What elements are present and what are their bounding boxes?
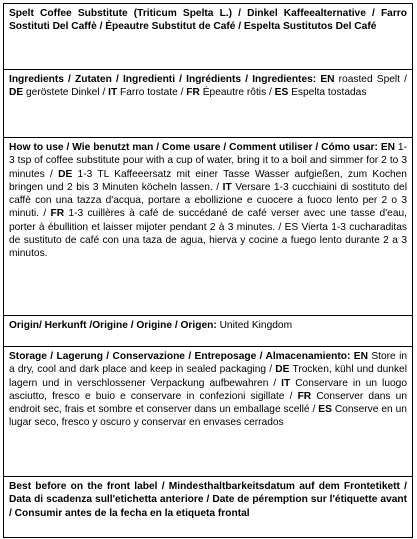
ingredients-fr-text: Épeautre rôtis /: [202, 87, 272, 99]
how-to-use-it-code: IT: [222, 181, 232, 193]
product-label: [3, 3, 413, 538]
how-to-use-it-text: Versare 1-3 cucchiaini di sostituto del caffè con una tazza d'acqua, portare a ebollizione e cuocere a fuoco lento per 2 o 3 minuti. /: [9, 181, 407, 220]
storage-de-code: DE: [275, 364, 290, 376]
how-to-use-de-code: DE: [58, 168, 73, 180]
ingredients-it-code: IT: [108, 87, 118, 99]
storage-es-code: ES: [318, 404, 332, 416]
how-to-use-fr-code: FR: [50, 208, 65, 220]
storage-en-text: Store in a dry, cool and dark place and keep in sealed packaging /: [9, 351, 407, 376]
storage-heading: Storage / Lagerung / Conservazione / Entreposage / Almacenamiento:: [9, 351, 351, 362]
how-to-use-fr-text: 1-3 cuillères à café de succédané de café verser avec une tasse d'eau, porter à ébullition et laisser mijoter pendant 2 à 3 minutes. / ES Vierta 1-3 cucharaditas de sustituto de café con una taza de agua, hierva y cocine a fuego lento durante 2 a 3 minutos.: [9, 208, 407, 260]
ingredients-it-text: Farro tostate /: [120, 87, 184, 99]
ingredients-es-code: ES: [274, 87, 289, 99]
ingredients-es-text: Espelta tostadas: [291, 87, 367, 99]
storage-it-text: Conservare in un luogo asciutto, fresco e buio e conservare in confezioni sigillate /: [9, 377, 407, 402]
how-to-use-en-code: EN: [380, 142, 395, 153]
ingredients-en-code: EN: [320, 74, 335, 85]
storage-fr-code: FR: [297, 390, 312, 402]
product-title-section: [4, 4, 412, 69]
storage-fr-text: Conserver dans un endroit sec, frais et sombre et conserver dans un emballage scellé /: [9, 390, 407, 416]
product-title: Spelt Coffee Substitute (Triticum Spelta L.) / Dinkel Kaffeealternative / Farro Sostituti Del Caffè / Épeautre Substitut de Café / Espelta Sustitutos Del Café: [9, 8, 407, 33]
best-before-heading: Best before on the front label / Mindesthaltbarkeitsdatum auf dem Frontetikett / Data di scadenza sull'etichetta anteriore / Date de péremption sur l'étiquette avant / Consumir antes de la fecha en la etiqueta frontal: [9, 481, 407, 519]
how-to-use-heading: How to use / Wie benutzt man / Come usare / Comment utiliser / Cómo usar:: [9, 142, 378, 153]
ingredients-de-code: DE: [9, 87, 24, 99]
origin-heading: Origin/ Herkunft /Origine / Origine / Origen:: [9, 320, 217, 331]
storage-es-text: Conserve en un lugar seco, fresco y oscuro y conservar en envases cerrados: [9, 404, 407, 429]
ingredients-fr-code: FR: [186, 87, 200, 99]
how-to-use-de-text: 1-3 TL Kaffeeersatz mit einer Tasse Wasser aufgießen, zum Kochen bringen und 2 bis 3 Minuten köcheln lassen. /: [9, 168, 407, 193]
ingredients-de-text: geröstete Dinkel /: [26, 87, 106, 99]
how-to-use-en-text: 1-3 tsp of coffee substitute pour with a cup of water, bring it to a boil and simmer for 2 to 3 minutes /: [9, 142, 407, 180]
how-to-use-section: [4, 137, 412, 315]
storage-section: [4, 346, 412, 476]
ingredients-heading: Ingredients / Zutaten / Ingredienti / Ingrédients / Ingredientes:: [9, 74, 317, 85]
storage-it-code: IT: [281, 377, 291, 389]
ingredients-section: [4, 69, 412, 137]
storage-en-code: EN: [353, 351, 368, 362]
storage-de-text: Trocken, kühl und dunkel lagern und in verschlossener Verpackung aufbewahren /: [9, 364, 407, 389]
origin-section: [4, 315, 412, 346]
origin-value: United Kingdom: [219, 320, 293, 331]
ingredients-en-text: roasted Spelt /: [338, 74, 407, 85]
best-before-section: [4, 476, 412, 537]
